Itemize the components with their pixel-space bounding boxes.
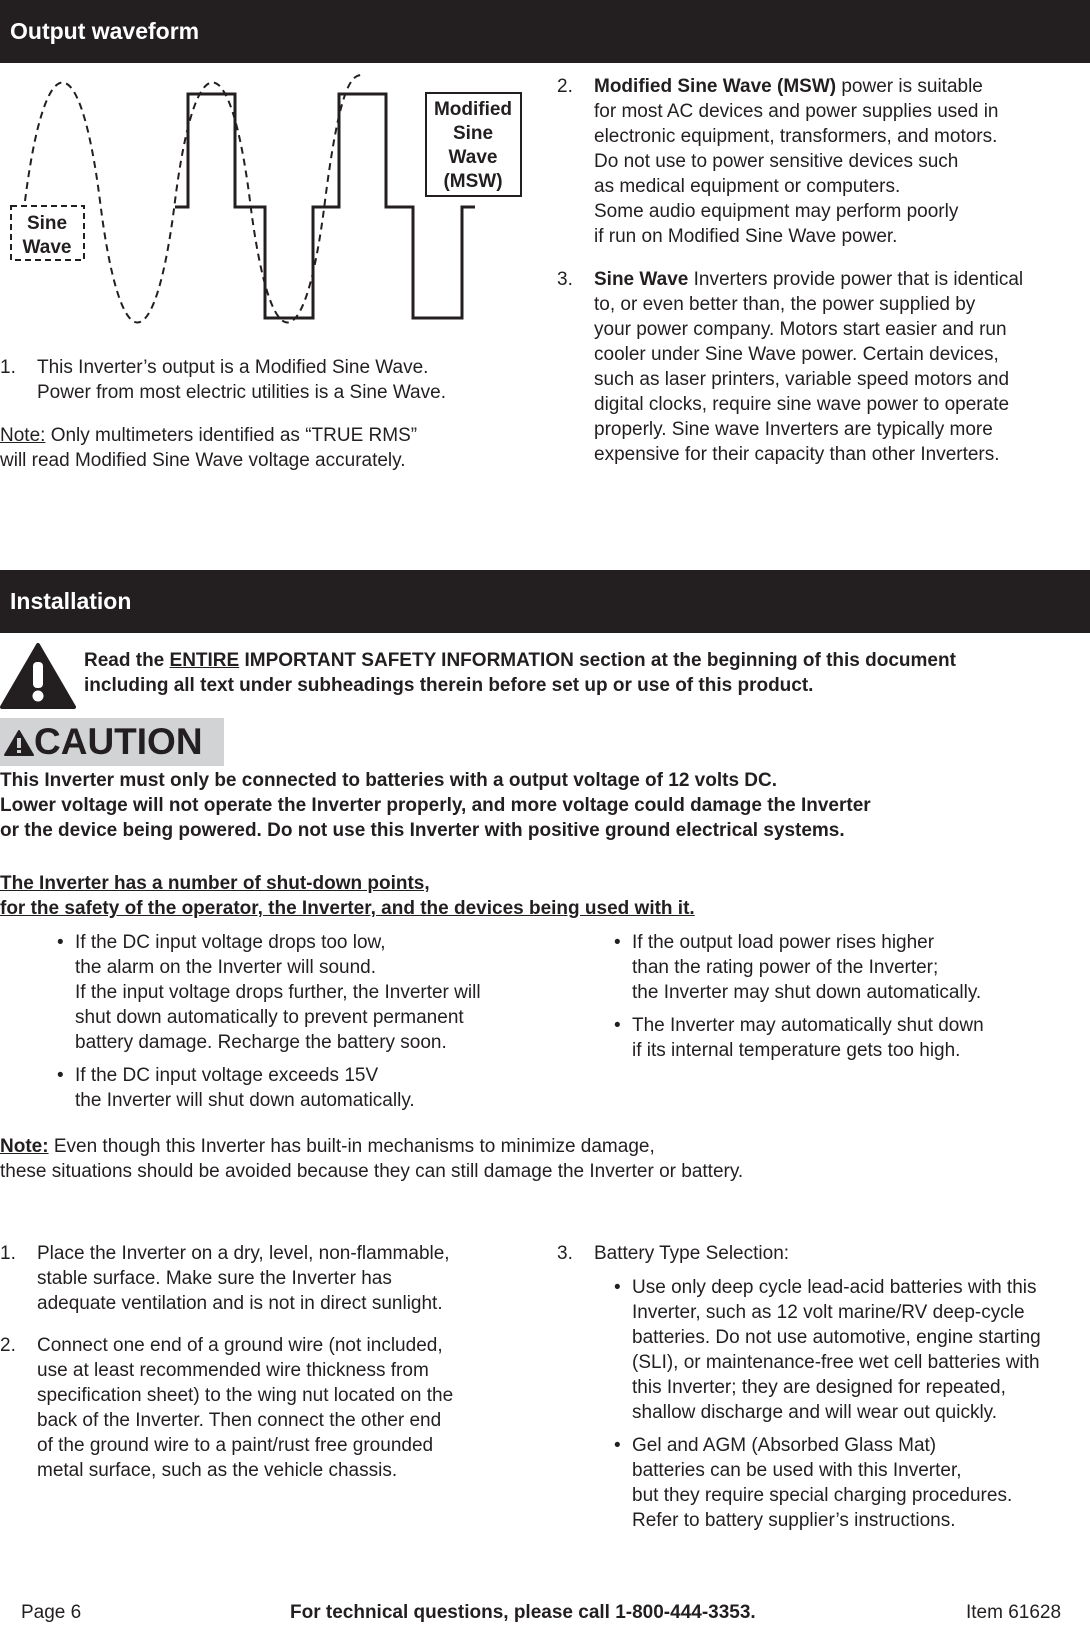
output-item-1: 1. This Inverter’s output is a Modified Sine Wave. Power from most electric utilities is a Sine Wave. (0, 357, 446, 403)
sine-wave-curve (22, 75, 362, 323)
caution-text: This Inverter must only be connected to batteries with a output voltage of 12 volts DC. Lower voltage will not operate the Inverter properly, and more voltage could damage the Inverter or the device being powered. Do not use this Inverter with positive ground electrical systems. (0, 770, 871, 841)
msw-label-line3: Wave (448, 147, 498, 168)
waveform-diagram (0, 63, 540, 353)
section-title: Installation (10, 588, 132, 614)
caution-label: CAUTION (34, 721, 203, 762)
caution-badge (0, 718, 224, 766)
section-header-output-waveform (0, 0, 1090, 63)
list-item: • If the DC input voltage exceeds 15V the Inverter will shut down automatically. (57, 1063, 537, 1113)
list-item: • If the output load power rises higher than the rating power of the Inverter; the Inverter may shut down automatically. (614, 930, 1084, 1005)
output-note: Note: Only multimeters identified as “TRUE RMS” will read Modified Sine Wave voltage accurately. (0, 425, 418, 471)
safety-warning-text: Read the ENTIRE IMPORTANT SAFETY INFORMATION section at the beginning of this document including all text under subheadings therein before set up or use of this product. (84, 650, 956, 696)
sine-label-line2: Wave (22, 237, 72, 258)
caution-icon (4, 729, 34, 757)
item-number: Item 61628 (966, 1602, 1062, 1623)
battery-type-bullets (614, 1275, 1090, 1533)
page-number: Page 6 (21, 1602, 82, 1623)
output-item-3: 3. Sine Wave Inverters provide power that is identical to, or even better than, the power supplied by your power company. Motors start easier and run cooler under Sine Wave power. Certain devices, such as laser printers, variable speed motors and digital clocks, require sine wave power to operate properly. Sine wave Inverters are typically more expensive for their capacity than other Inverters. (557, 269, 1024, 465)
technical-support-line: For technical questions, please call 1-800-444-3353. (290, 1602, 756, 1623)
sine-label-line1: Sine (26, 213, 68, 234)
install-step-1: 1. Place the Inverter on a dry, level, non-flammable, stable surface. Make sure the Inverter has adequate ventilation and is not in direct sunlight. (0, 1243, 450, 1314)
msw-label-line4: (MSW) (443, 171, 503, 192)
shutdown-heading: The Inverter has a number of shut-down points, for the safety of the operator, the Inverter, and the devices being used with it. (0, 873, 695, 919)
shutdown-bullets-right (614, 930, 1084, 1063)
note-label: Note: (0, 425, 46, 446)
section-title: Output waveform (10, 18, 200, 44)
list-item: • The Inverter may automatically shut down if its internal temperature gets too high. (614, 1013, 1084, 1063)
list-item: • If the DC input voltage drops too low, the alarm on the Inverter will sound. If the input voltage drops further, the Inverter will shut down automatically to prevent permanent battery damage. Recharge the battery soon. (57, 930, 537, 1055)
list-item: • Gel and AGM (Absorbed Glass Mat) batteries can be used with this Inverter, but they require special charging procedures. Refer to battery supplier’s instructions. (614, 1433, 1090, 1533)
shutdown-note: Note: Even though this Inverter has built-in mechanisms to minimize damage, these situations should be avoided because they can still damage the Inverter or battery. (0, 1136, 744, 1182)
list-item: • Use only deep cycle lead-acid batteries with this Inverter, such as 12 volt marine/RV deep-cycle batteries. Do not use automotive, engine starting (SLI), or maintenance-free wet cell batteries with this Inverter; they are designed for repeated, shallow discharge and will wear out quickly. (614, 1275, 1090, 1425)
msw-label-line2: Sine (452, 123, 494, 144)
warning-icon (0, 642, 76, 710)
shutdown-bullets-left (57, 930, 537, 1113)
section-header-installation (0, 570, 1090, 633)
msw-label-line1: Modified (433, 99, 513, 120)
install-step-3: 3. Battery Type Selection: (557, 1243, 790, 1264)
install-step-2: 2. Connect one end of a ground wire (not included, use at least recommended wire thickness from specification sheet) to the wing nut located on the back of the Inverter. Then connect the other end of the ground wire to a paint/rust free grounded metal surface, such as the vehicle chassis. (0, 1335, 454, 1481)
output-item-2: 2. Modified Sine Wave (MSW) power is suitable for most AC devices and power supplies used in electronic equipment, transformers, and motors. Do not use to power sensitive devices such as medical equipment or computers. Some audio equipment may perform poorly if run on Modified Sine Wave power. (557, 76, 999, 247)
note-label: Note: (0, 1136, 49, 1157)
